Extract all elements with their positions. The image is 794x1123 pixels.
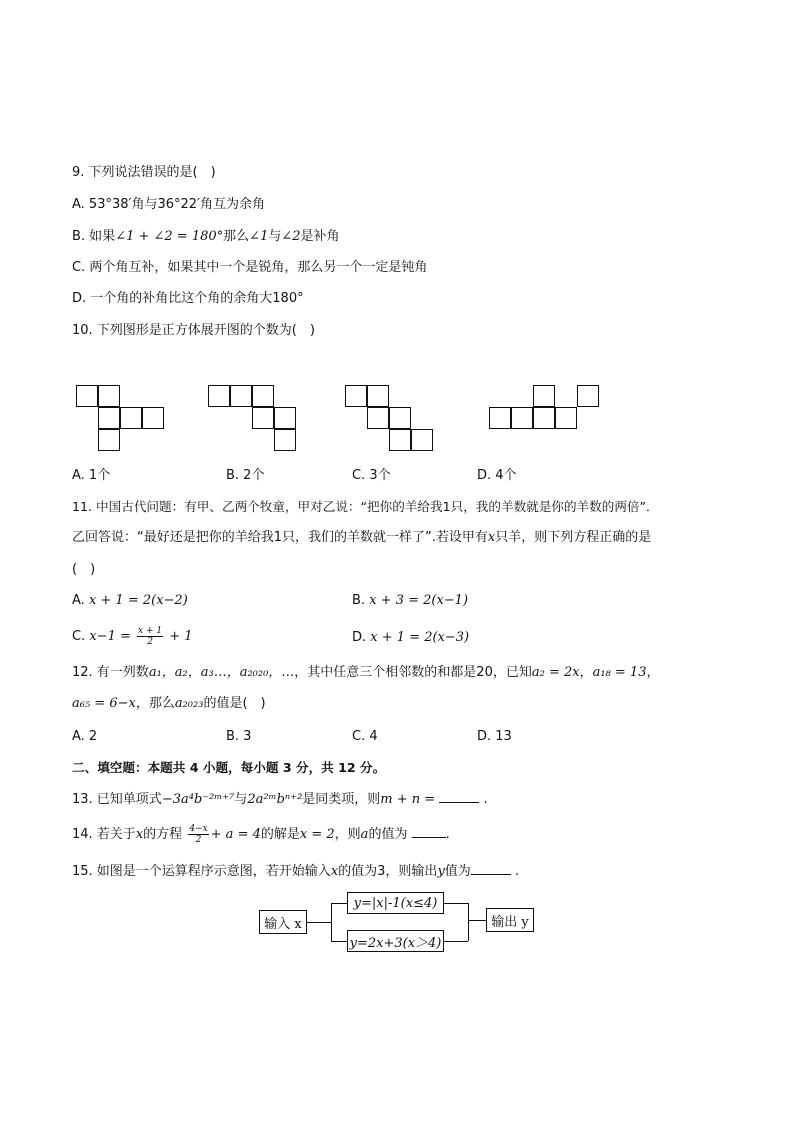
q13-end: .	[483, 792, 488, 807]
flow-connector	[468, 920, 486, 921]
q12-line2	[72, 695, 266, 713]
q14-math-right: + a = 4	[210, 827, 261, 842]
q14-prefix: 14. 若关于	[72, 827, 136, 842]
flow-connector	[331, 941, 347, 942]
flow-top-branch-box: y=|x|-1(x≤4)	[347, 892, 444, 914]
q14-line	[72, 824, 450, 846]
q15-suffix: 值为	[444, 864, 471, 879]
q14-mid: 的方程	[143, 827, 183, 842]
q11-line3: ( )	[72, 562, 96, 577]
q9-b-mid: 那么	[223, 229, 250, 244]
q14-fraction	[188, 824, 208, 845]
q9-b-mid2: 与	[268, 229, 282, 244]
q11-a-math: x + 1 = 2(x−2)	[88, 593, 188, 608]
q15-var: x	[330, 864, 339, 879]
q9-option-a: A. 53°38′角与36°22′角互为余角	[72, 197, 266, 212]
flow-output-box: 输出 y	[486, 908, 534, 932]
q14-mid3: ，则	[334, 827, 361, 842]
q12-option-a: A. 2	[72, 729, 98, 744]
q13-monomial-1: −3a⁴b⁻²ᵐ⁺⁷	[161, 792, 235, 807]
q12-cond2: a₁₈ = 13	[592, 665, 647, 680]
q9-option-b	[72, 228, 340, 246]
q11-option-d	[352, 629, 469, 647]
q15-var2: y	[437, 864, 445, 879]
q11-c-math-right: + 1	[169, 629, 193, 644]
q10-option-b: B. 2个	[226, 468, 265, 483]
q11-line2-prefix: 乙回答说：“最好还是把你的羊给我1只，我们的羊数就一样了”.若设甲有	[72, 530, 488, 545]
flow-connector	[444, 941, 468, 942]
q12-sequence: a₁，a₂，a₃…，a₂₀₂₀，…	[148, 665, 295, 680]
q9-b-suffix: 是补角	[300, 229, 340, 244]
q12-line1	[72, 664, 659, 682]
q11-b-label: B.	[352, 593, 366, 608]
q13-prefix: 13. 已知单项式	[72, 792, 162, 807]
q9-option-c: C. 两个角互补，如果其中一个是锐角，那么另一个一定是钝角	[72, 260, 428, 275]
q13-mid: 与	[234, 792, 248, 807]
q9-b-math2: ∠1	[249, 229, 269, 244]
q15-line	[72, 862, 519, 881]
flow-connector	[331, 903, 347, 904]
q15-mid: 的值为3，则输出	[338, 864, 438, 879]
q9-b-math3: ∠2	[281, 229, 301, 244]
q10-option-a: A. 1个	[72, 468, 111, 483]
q12-option-b: B. 3	[226, 729, 252, 744]
flow-connector	[468, 903, 469, 941]
q12-sep: ，	[579, 665, 593, 680]
q9-b-prefix: B. 如果	[72, 229, 116, 244]
q11-c-frac-den: 2	[147, 637, 153, 647]
q14-frac-num: 4−x	[189, 824, 208, 834]
flow-connector	[444, 903, 468, 904]
q12-prefix: 12. 有一列数	[72, 665, 149, 680]
section-2-heading: 二、填空题：本题共 4 小题，每小题 3 分，共 12 分。	[72, 760, 386, 775]
q14-var: x	[135, 827, 144, 842]
q11-line2-suffix: 只羊，则下列方程正确的是	[495, 530, 652, 545]
q11-c-frac-num: x + 1	[138, 626, 163, 636]
q15-prefix: 15. 如图是一个运算程序示意图，若开始输入	[72, 864, 331, 879]
q11-d-label: D.	[352, 630, 367, 645]
q12-option-c: C. 4	[352, 729, 378, 744]
q13-line	[72, 790, 488, 809]
q14-solution: x = 2	[299, 827, 335, 842]
q14-answer-blank[interactable]	[412, 825, 446, 838]
flow-bottom-branch-box: y=2x+3(x＞4)	[347, 930, 444, 952]
q11-option-b	[352, 592, 468, 610]
q13-answer-blank[interactable]	[439, 790, 479, 803]
q12-line2-mid: ，那么	[135, 696, 175, 711]
q13-mid2: 是同类项，则	[302, 792, 381, 807]
q14-var2: a	[360, 827, 369, 842]
q12-cond3: a₆₅ = 6−x	[72, 696, 136, 711]
flow-connector	[307, 922, 331, 923]
q11-c-fraction	[137, 626, 163, 647]
q12-line2-suffix: 的值是( )	[203, 696, 266, 711]
q13-expression: m + n =	[380, 792, 436, 807]
q11-c-math-left: x−1 =	[89, 629, 131, 644]
q11-line1: 11. 中国古代问题：有甲、乙两个牧童，甲对乙说：“把你的羊给我1只，我的羊数就是你的羊数的两倍”．	[72, 499, 659, 514]
q9-option-d: D. 一个角的补角比这个角的余角大180°	[72, 291, 304, 306]
q15-end: .	[514, 864, 520, 879]
q14-suffix: 的值为	[368, 827, 408, 842]
q11-d-math: x + 1 = 2(x−3)	[370, 630, 470, 645]
q11-line2	[72, 529, 651, 547]
q14-end: .	[445, 827, 450, 842]
q10-option-c: C. 3个	[352, 468, 391, 483]
q14-frac-den: 2	[195, 835, 202, 845]
q9-stem: 9. 下列说法错误的是( )	[72, 165, 216, 180]
q12-mid: ，其中任意三个相邻数的和都是20，已知	[294, 665, 532, 680]
q13-monomial-2: 2a²ᵐbⁿ⁺²	[247, 792, 303, 807]
q12-cond1: a₂ = 2x	[531, 665, 580, 680]
q14-mid2: 的解是	[260, 827, 300, 842]
flow-connector	[331, 903, 332, 941]
q12-option-d: D. 13	[477, 729, 512, 744]
flow-input-box: 输入 x	[259, 910, 307, 934]
q10-stem: 10. 下列图形是正方体展开图的个数为( )	[72, 323, 315, 338]
q9-b-math: ∠1 + ∠2 = 180°	[115, 229, 224, 244]
q11-option-c	[72, 626, 193, 648]
q15-answer-blank[interactable]	[471, 862, 511, 875]
q12-target: a₂₀₂₃	[174, 696, 204, 711]
q10-option-d: D. 4个	[477, 468, 517, 483]
q11-b-math: x + 3 = 2(x−1)	[369, 593, 469, 608]
q11-line2-var: x	[487, 530, 496, 545]
q12-comma: ，	[646, 665, 660, 680]
q11-option-a	[72, 592, 188, 610]
q11-c-label: C.	[72, 629, 86, 644]
q11-a-label: A.	[72, 593, 85, 608]
